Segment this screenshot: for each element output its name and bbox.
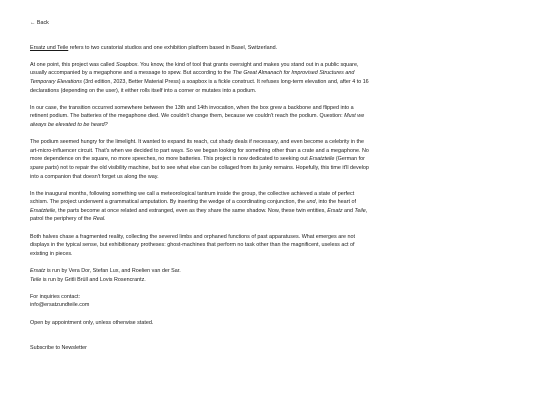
und-emphasis: und	[306, 199, 316, 206]
text-span: , patrol the periphery of the	[30, 207, 368, 223]
text-span: At one point, this project was called	[30, 61, 116, 68]
ersatz-und-teile-link[interactable]: Ersatz und Teile	[30, 44, 69, 51]
soapbox-emphasis: Soapbox	[116, 61, 138, 68]
real-emphasis: Real	[92, 216, 105, 223]
text-span: , into the heart of	[315, 199, 356, 206]
intro-paragraph	[30, 44, 372, 53]
ersatz-team-text: is run by Vera Dor, Stefan Lux, and Roelien van der Sar.	[45, 268, 181, 275]
contact-label: For inquiries contact:	[30, 293, 81, 300]
schism-paragraph	[30, 190, 372, 224]
ersatzteile-emphasis: Ersatzteile	[30, 207, 56, 214]
spare-parts-paragraph	[30, 138, 372, 181]
contact-email-link[interactable]: info@ersatzundteile.com	[30, 302, 90, 309]
text-span: ) not to repair the old visibility machine, but to see what else can be collaged from its junky remains. Hopefully, this time it'll develop into a companion that doesn't forget us along the way.	[30, 164, 369, 180]
text-span: .	[104, 216, 106, 223]
soapbox-paragraph	[30, 61, 372, 95]
opening-hours: Open by appointment only, unless otherwise stated.	[30, 319, 154, 326]
text-span: The podium seemed hungry for the limelight. It wanted to expand its reach, cut shady deals if necessary, and even become a celebrity in the art-micro-influencer circuit. That's when we decided to part ways. So we began looking for something other than a crate and a megaphone. No more dependence on the square, no more speeches, no more batteries. This project is now dedicated to seeking out	[30, 139, 369, 163]
ersatz-label: Ersatz	[30, 268, 46, 275]
about-page	[30, 19, 372, 353]
halves-paragraph: Both halves chase a fragmented reality, collecting the severed limbs and orphaned functions of past apparatuses. What emerges are not displays in the typical sense, but exhibitionary protheses: ghost-machines that perform no task other than the magnificent, useless act of existing in pieces.	[30, 233, 356, 257]
teile-emphasis: Teile	[354, 207, 366, 214]
text-span: . You know, the kind of tool that grants oversight and makes you stand out in a public square, usually accompanied by a megaphone and a message to spew. But according to the	[30, 61, 359, 77]
teile-team-text: is run by Gritli Brüll and Lovis Rosencrantz.	[41, 276, 146, 283]
almanach-title: The Great Almanach for Improvised Structures and Temporary Elevations	[30, 70, 355, 85]
text-span: and	[342, 207, 355, 214]
question-emphasis: Must we always be elevated to be heard?	[30, 113, 365, 128]
intro-text: refers to two curatorial studios and one exhibition platform based in Basel, Switzerland.	[68, 44, 278, 51]
newsletter-link[interactable]: Subscribe to Newsletter	[30, 345, 87, 352]
back-link[interactable]: ← Back	[30, 20, 49, 26]
team-paragraph	[30, 267, 372, 284]
teile-label: Teile	[30, 276, 42, 283]
contact-block	[30, 293, 372, 310]
ersatzteile-emphasis: Ersatzteile	[309, 156, 335, 163]
text-span: , the parts become at once related and estranged, even as they share the same shadow. Now, these twin entities,	[55, 207, 328, 214]
spare-parts-emphasis: spare parts	[30, 164, 57, 171]
text-span: In our case, the transition occurred somewhere between the 13th and 14th invocation, when the box grew a backbone and flipped into a retinent podium. The batteries of the megaphone died. We couldn't change them, because we couldn't reach the podium. Question:	[30, 104, 354, 120]
text-span: (German for	[334, 156, 365, 163]
text-span: (3rd edition, 2023, Better Material Press) a soapbox is a fickle construct. It refuses long-term elevation and, after 4 to 16 declarations (depending on the user), it either rolls itself into a corner or mutates into a podium.	[30, 78, 369, 94]
ersatz-emphasis: Ersatz	[327, 207, 343, 214]
podium-paragraph	[30, 104, 372, 130]
text-span: In the inaugural months, following something we call a meteorological tantrum inside the group, the collective achieved a state of perfect schism. The project underwent a grammatical amputation. By inserting the wedge of a coordinating conjunction, the	[30, 190, 355, 206]
